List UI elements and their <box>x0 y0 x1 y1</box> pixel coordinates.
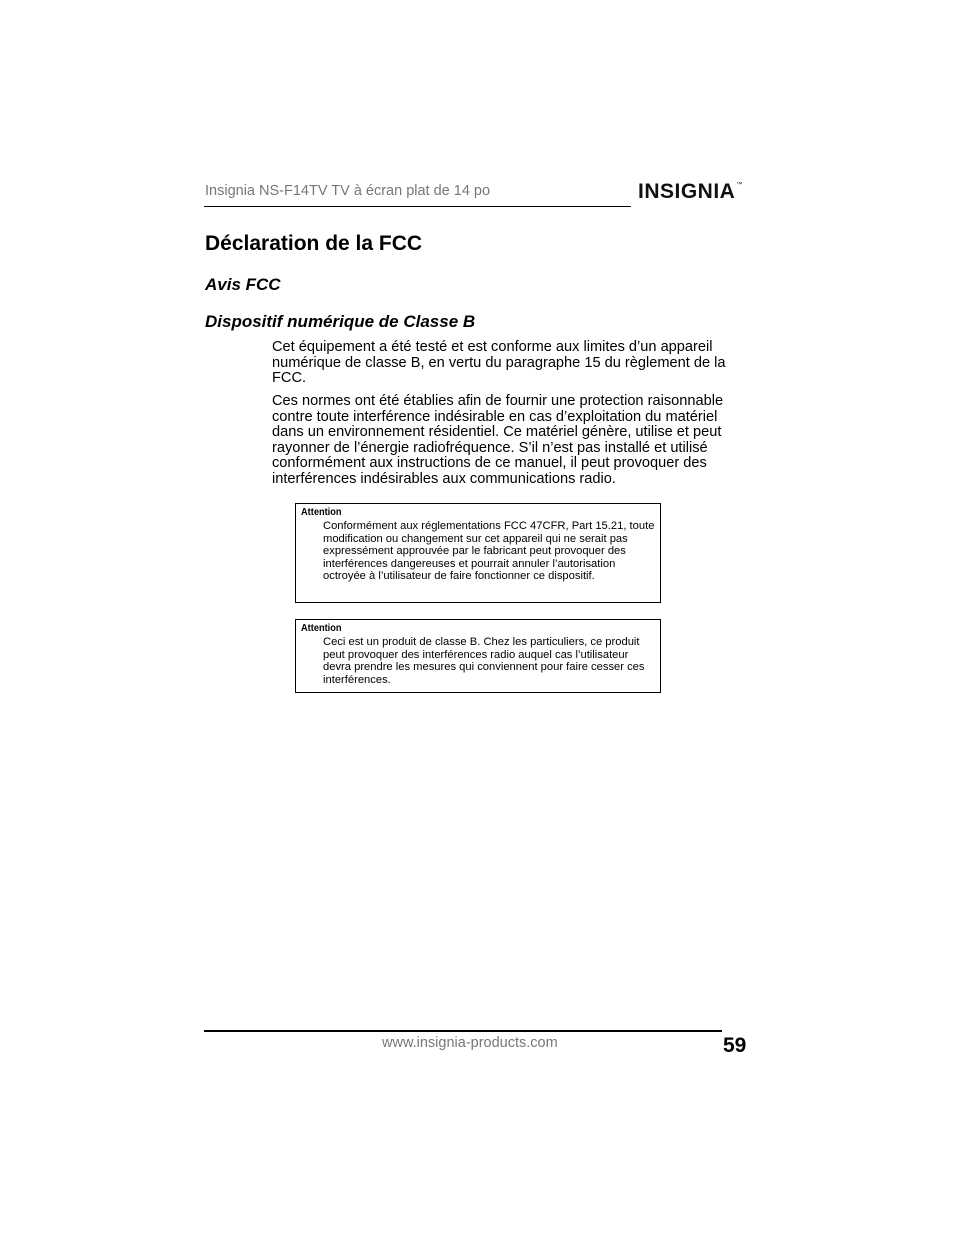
attention-note-title: Attention <box>301 506 342 518</box>
footer-url: www.insignia-products.com <box>382 1035 558 1051</box>
paragraph-standards: Ces normes ont été établies afin de fournir une protection raisonnable contre toute interférence indésirable en cas d’exploitation du matériel dans un environnement résidentiel. Ce matériel génère, utilise et peut rayonner de l’énergie radiofréquence. S’il n’est pas installé et utilisé conformément aux instructions de ce manuel, il peut provoquer des interférences indésirables aux communications radio. <box>272 393 724 487</box>
attention-note-body: Conformément aux réglementations FCC 47CFR, Part 15.21, toute modification ou changement sur cet appareil qui ne serait pas expressément approuvée par le fabricant peut provoquer des interférences dangereuses et pourrait annuler l’autorisation octroyée à l’utilisateur de faire fonctionner ce dispositif. <box>323 520 655 582</box>
page-title: Déclaration de la FCC <box>205 232 423 255</box>
trademark-symbol: ™ <box>736 182 743 188</box>
brand-logo-text: INSIGNIA <box>638 180 736 203</box>
brand-logo <box>638 180 743 204</box>
header-title: Insignia NS-F14TV TV à écran plat de 14 po <box>205 183 491 199</box>
header-divider <box>204 206 631 207</box>
attention-note-box <box>295 503 661 603</box>
section-heading-classe-b: Dispositif numérique de Classe B <box>205 312 476 331</box>
section-heading-avis-fcc: Avis FCC <box>205 275 281 294</box>
attention-note-title: Attention <box>301 622 342 634</box>
attention-note-body: Ceci est un produit de classe B. Chez les particuliers, ce produit peut provoquer des interférences radio auquel cas l’utilisateur devra prendre les mesures qui conviennent pour faire cesser ces interférences. <box>323 636 645 686</box>
attention-note-box <box>295 619 661 693</box>
page-number: 59 <box>723 1034 747 1057</box>
footer-divider <box>204 1030 722 1032</box>
paragraph-compliance: Cet équipement a été testé et est conforme aux limites d’un appareil numérique de classe B, en vertu du paragraphe 15 du règlement de la FCC. <box>272 339 726 387</box>
